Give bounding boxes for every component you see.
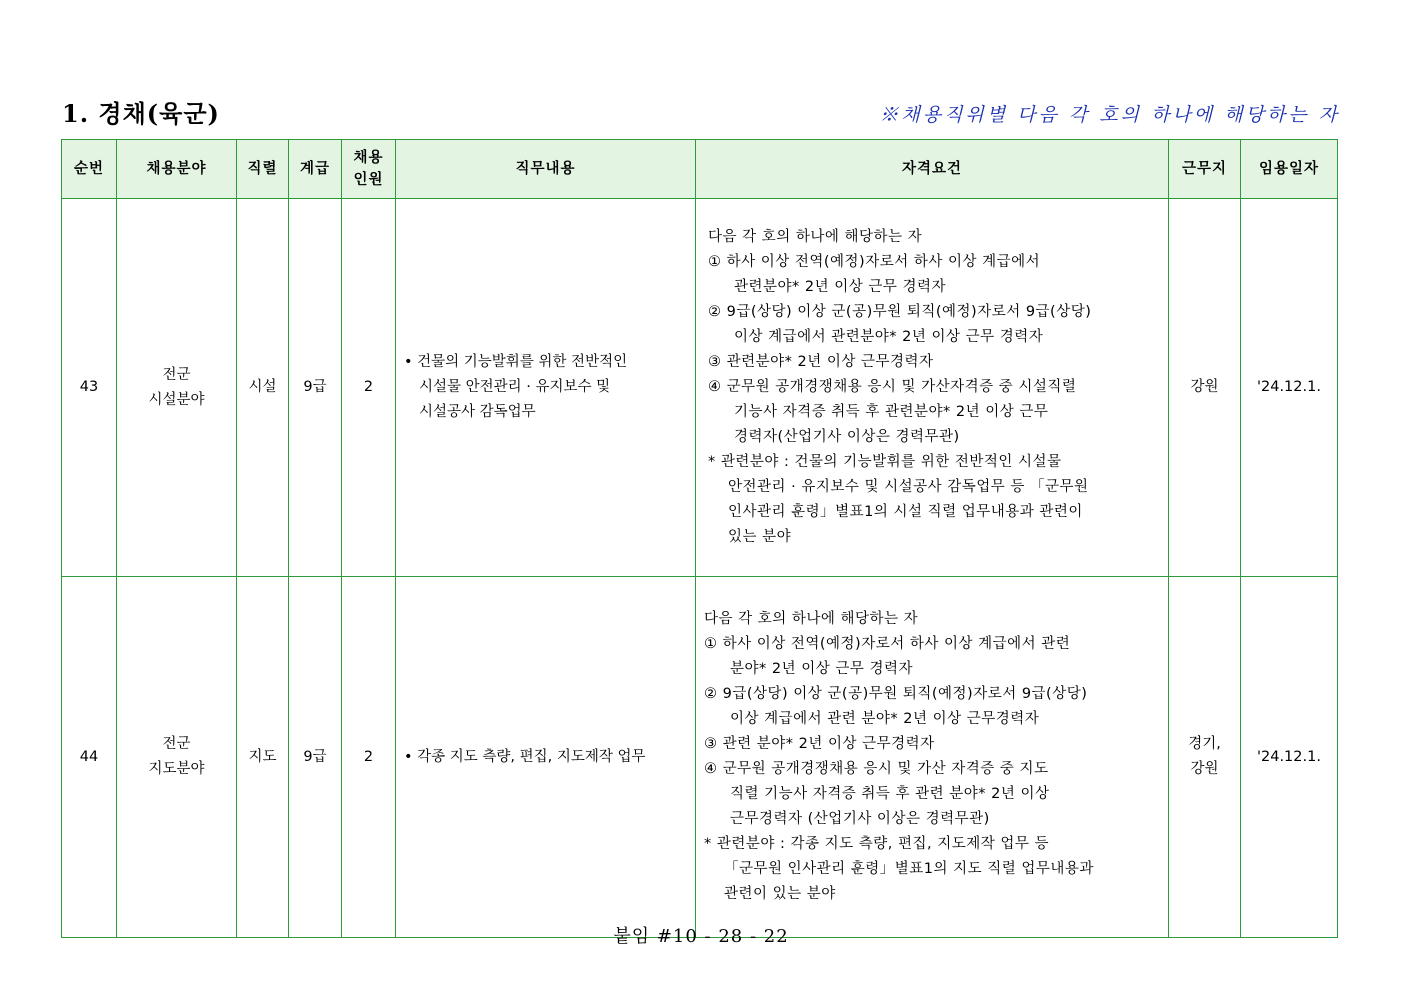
qual-line: 관련분야* 2년 이상 근무 경력자 — [734, 279, 946, 295]
header-location: 근무지 — [1169, 140, 1241, 199]
cell-location — [1169, 577, 1241, 938]
qual-line: ③ 관련 분야* 2년 이상 근무경력자 — [704, 736, 935, 752]
header-series: 직렬 — [237, 140, 289, 199]
qual-line: * 관련분야 : 건물의 기능발휘를 위한 전반적인 시설물 — [708, 454, 1062, 470]
qual-line: ④ 군무원 공개경쟁채용 응시 및 가산자격증 중 시설직렬 — [708, 379, 1077, 395]
table-row — [62, 577, 1338, 938]
qual-line: ④ 군무원 공개경쟁채용 응시 및 가산 자격증 중 지도 — [704, 761, 1049, 777]
section-note: ※채용직위별 다음 각 호의 하나에 해당하는 자 — [879, 104, 1340, 126]
qual-line: 「군무원 인사관리 훈령」별표1의 지도 직렬 업무내용과 — [724, 861, 1094, 877]
cell-count: 2 — [342, 199, 396, 577]
cell-qual — [696, 199, 1169, 577]
cell-location — [1169, 199, 1241, 577]
qual-line: 분야* 2년 이상 근무 경력자 — [730, 661, 913, 677]
duty-line: 시설공사 감독업무 — [419, 404, 536, 420]
table-header-row — [62, 140, 1338, 199]
qual-line: 직렬 기능사 자격증 취득 후 관련 분야* 2년 이상 — [730, 786, 1050, 802]
header-qual: 자격요건 — [696, 140, 1169, 199]
cell-duty — [396, 577, 696, 938]
qual-line: 관련이 있는 분야 — [724, 886, 836, 902]
cell-grade: 9급 — [289, 199, 342, 577]
recruitment-table — [61, 139, 1338, 938]
cell-duty — [396, 199, 696, 577]
duty-line: • 건물의 기능발휘를 위한 전반적인 — [404, 354, 628, 370]
qual-line: ③ 관련분야* 2년 이상 근무경력자 — [708, 354, 934, 370]
qual-line: * 관련분야 : 각종 지도 측량, 편집, 지도제작 업무 등 — [704, 836, 1049, 852]
header-count-line1: 채용 — [353, 150, 384, 166]
cell-no: 44 — [62, 577, 117, 938]
qual-line: 이상 계급에서 관련분야* 2년 이상 근무 경력자 — [734, 329, 1044, 345]
section-title: 1. 경채(육군) — [62, 99, 220, 128]
qual-line: 있는 분야 — [728, 529, 792, 545]
cell-qual — [696, 577, 1169, 938]
header-count-line2: 인원 — [353, 172, 384, 188]
header-duty: 직무내용 — [396, 140, 696, 199]
cell-grade: 9급 — [289, 577, 342, 938]
cell-field — [117, 577, 237, 938]
cell-location-line1: 강원 — [1190, 379, 1219, 395]
duty-line: 시설물 안전관리 · 유지보수 및 — [419, 379, 611, 395]
header-grade: 계급 — [289, 140, 342, 199]
header-no: 순번 — [62, 140, 117, 199]
qual-line: ① 하사 이상 전역(예정)자로서 하사 이상 계급에서 관련 — [704, 636, 1071, 652]
header-field: 채용분야 — [117, 140, 237, 199]
cell-date: '24.12.1. — [1241, 199, 1338, 577]
cell-date: '24.12.1. — [1241, 577, 1338, 938]
cell-field — [117, 199, 237, 577]
page-footer: 붙임 #10 - 28 - 22 — [613, 926, 789, 947]
qual-line: ② 9급(상당) 이상 군(공)무원 퇴직(예정)자로서 9급(상당) — [708, 304, 1092, 320]
cell-count: 2 — [342, 577, 396, 938]
cell-location-line2: 강원 — [1190, 761, 1219, 777]
cell-field-line2: 시설분야 — [148, 391, 205, 408]
qual-line: ① 하사 이상 전역(예정)자로서 하사 이상 계급에서 — [708, 254, 1041, 270]
qual-line: 이상 계급에서 관련 분야* 2년 이상 근무경력자 — [730, 711, 1040, 727]
qual-line: 경력자(산업기사 이상은 경력무관) — [734, 429, 960, 445]
qual-line: 기능사 자격증 취득 후 관련분야* 2년 이상 근무 — [734, 404, 1049, 420]
table-row — [62, 199, 1338, 577]
cell-field-line1: 전군 — [162, 366, 191, 383]
header-date: 임용일자 — [1241, 140, 1338, 199]
cell-no: 43 — [62, 199, 117, 577]
cell-field-line1: 전군 — [162, 736, 191, 752]
qual-line: 안전관리 · 유지보수 및 시설공사 감독업무 등 「군무원 — [728, 479, 1089, 495]
cell-location-line1: 경기, — [1188, 736, 1221, 752]
qual-line: 근무경력자 (산업기사 이상은 경력무관) — [730, 811, 990, 827]
header-count — [342, 140, 396, 199]
cell-series: 지도 — [237, 577, 289, 938]
cell-field-line2: 지도분야 — [148, 761, 205, 777]
qual-line: 다음 각 호의 하나에 해당하는 자 — [704, 611, 919, 627]
cell-series: 시설 — [237, 199, 289, 577]
duty-line: • 각종 지도 측량, 편집, 지도제작 업무 — [404, 748, 646, 765]
qual-line: 인사관리 훈령」별표1의 시설 직렬 업무내용과 관련이 — [728, 504, 1083, 520]
qual-line: ② 9급(상당) 이상 군(공)무원 퇴직(예정)자로서 9급(상당) — [704, 686, 1088, 702]
qual-line: 다음 각 호의 하나에 해당하는 자 — [708, 229, 923, 245]
